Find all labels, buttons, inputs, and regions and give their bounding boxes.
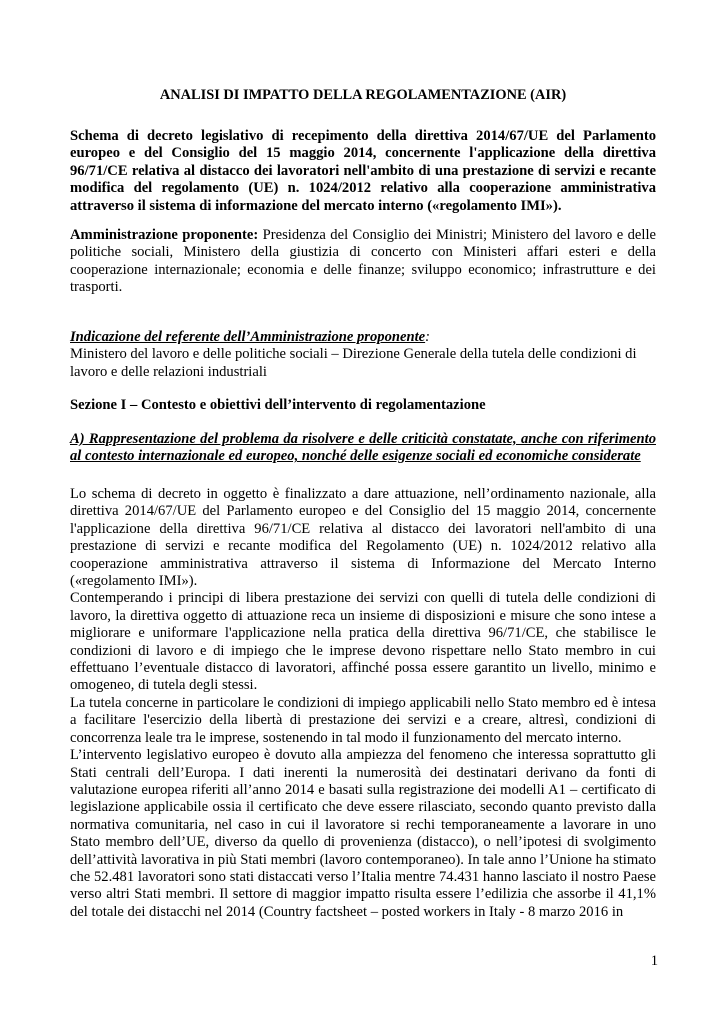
page-number: 1 <box>650 953 658 969</box>
document-title: ANALISI DI IMPATTO DELLA REGOLAMENTAZIONE (AIR) <box>159 87 567 103</box>
administration-label: Amministrazione proponente: <box>70 227 259 243</box>
referent-label: Indicazione del referente dell’Amministrazione proponente <box>70 329 426 345</box>
body-paragraph: Lo schema di decreto in oggetto è finalizzato a dare attuazione, nell’ordinamento nazionale, alla direttiva 2014/67/UE del Parlamento europeo e del Consiglio del 15 maggio 2014, concernente l'applicazione della direttiva 96/71/CE relativa al distacco dei lavoratori nell'ambito di una prestazione di servizi e recante modifica del Regolamento (UE) n. 1024/2012 relativo alla cooperazione amministrativa attraverso il sistema di Informazione del Mercato Interno («regolamento IMI»). <box>70 486 656 590</box>
subsection-heading <box>70 431 656 466</box>
referent-colon: : <box>425 329 430 345</box>
section-heading: Sezione I – Contesto e obiettivi dell’intervento di regolamentazione <box>70 397 486 413</box>
body-paragraph: Contemperando i principi di libera prestazione dei servizi con quelli di tutela delle condizioni di lavoro, la direttiva oggetto di attuazione reca un insieme di disposizioni e misure che sono intese a migliorare e uniformare l'applicazione nella pratica della direttiva 96/71/CE, che stabilisce le condizioni di lavoro e di impiego che le imprese devono rispettare nello Stato membro in cui effettuano l’eventuale distacco di lavoratori, affinché possa essere garantito un livello, minimo e omogeneo, di tutela degli stessi. <box>70 590 656 694</box>
document-subject: Schema di decreto legislativo di recepimento della direttiva 2014/67/UE del Parlamento europeo e del Consiglio del 15 maggio 2014, concernente l'applicazione della direttiva 96/71/CE relativa al distacco dei lavoratori nell'ambito di una prestazione di servizi e recante modifica del regolamento (UE) n. 1024/2012 relativo alla cooperazione amministrativa attraverso il sistema di informazione del mercato interno («regolamento IMI»). <box>70 128 656 214</box>
administration-paragraph <box>70 227 656 297</box>
administration-text: Presidenza del Consiglio dei Ministri; Ministero del lavoro e delle politiche sociali, Ministero della giustizia di concerto con Ministeri affari esteri e della cooperazione internazionale; economia e delle finanze; sviluppo economico; infrastrutture e dei trasporti. <box>70 227 656 296</box>
referent-block <box>70 329 656 381</box>
referent-text: Ministero del lavoro e delle politiche sociali – Direzione Generale della tutela delle condizioni di lavoro e delle relazioni industriali <box>70 346 637 380</box>
body-text <box>70 486 656 921</box>
body-paragraph: La tutela concerne in particolare le condizioni di impiego applicabili nello Stato membro ed è intesa a facilitare l'esercizio della libertà di prestazione dei servizi e a creare, altresì, condizioni di concorrenza leale tra le imprese, sostenendo in tal modo il funzionamento del mercato interno. <box>70 694 656 746</box>
body-paragraph: L’intervento legislativo europeo è dovuto alla ampiezza del fenomeno che interessa soprattutto gli Stati centrali dell’Europa. I dati inerenti la numerosità dei destinatari derivano da fonti di valutazione europea riferiti all’anno 2014 e basati sulla registrazione dei modelli A1 – certificato di legislazione applicabile ossia il certificato che deve essere rilasciato, secondo quanto previsto dalla normativa comunitaria, nel caso in cui il lavoratore si rechi temporaneamente a lavorare in uno Stato membro dell’UE, diverso da quello di provenienza (distacco), o nell’ipotesi di svolgimento dell’attività lavorativa in più Stati membri (lavoro contemporaneo). In tale anno l’Unione ha stimato che 52.481 lavoratori sono stati distaccati verso l’Italia mentre 74.431 hanno lasciato il nostro Paese verso altri Stati membri. Il settore di maggior impatto risulta essere l’edilizia che assorbe il 41,1% del totale dei distacchi nel 2014 (Country factsheet – posted workers in Italy - 8 marzo 2016 in <box>70 747 657 920</box>
subsection-heading-text: A) Rappresentazione del problema da risolvere e delle criticità constatate, anche con riferimento al contesto internazionale ed europeo, nonché delle esigenze sociali ed economiche considerate <box>70 431 656 465</box>
